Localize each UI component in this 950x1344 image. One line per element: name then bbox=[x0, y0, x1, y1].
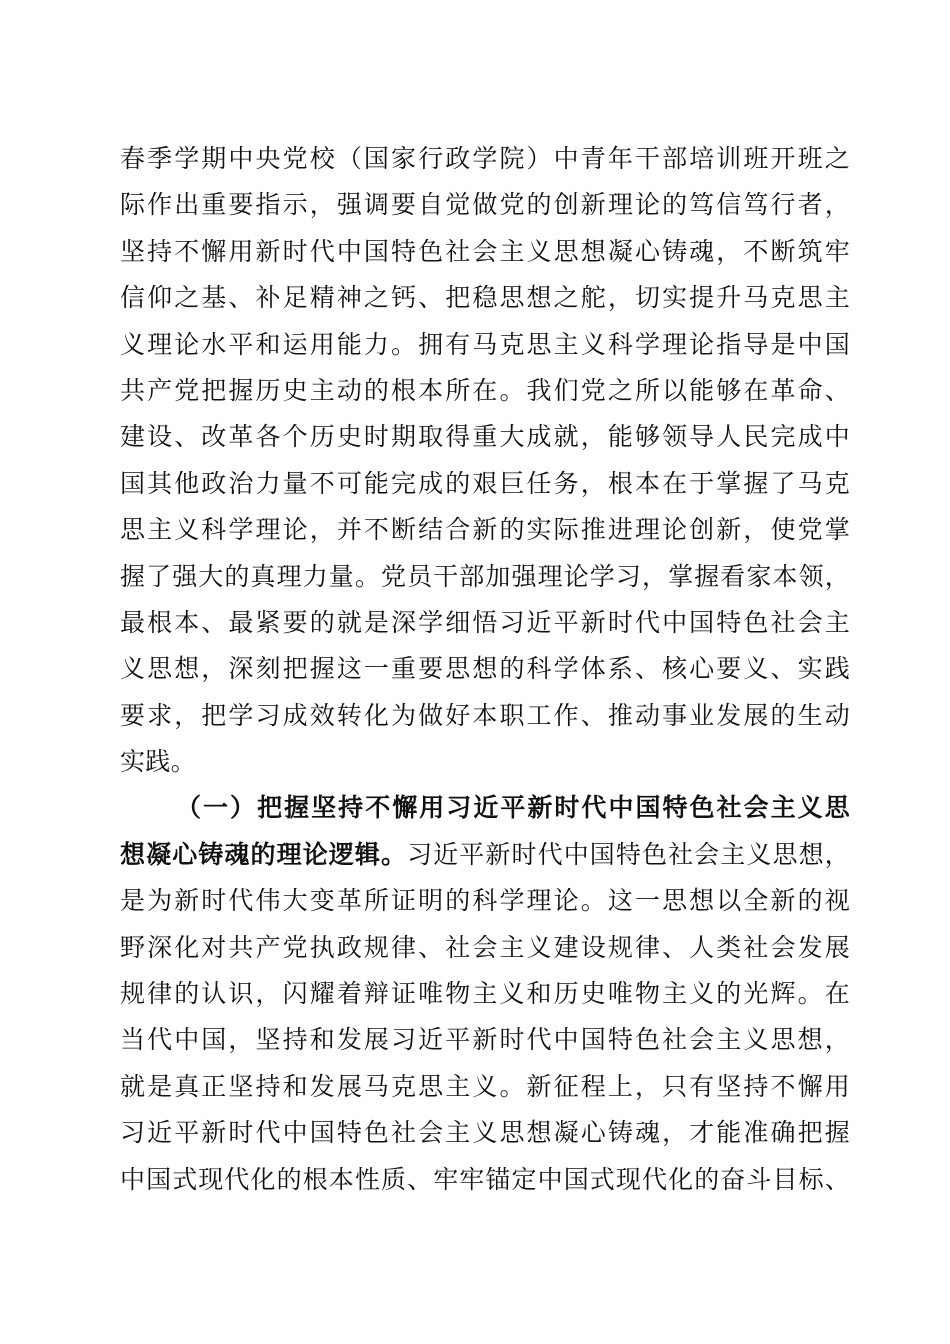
paragraph-line: 思主义科学理论，并不断结合新的实际推进理论创新，使党掌 bbox=[120, 515, 850, 545]
paragraph-line: 最根本、最紧要的就是深学细悟习近平新时代中国特色社会主 bbox=[120, 607, 850, 637]
paragraph-line: 义理论水平和运用能力。拥有马克思主义科学理论指导是中国 bbox=[120, 329, 850, 359]
paragraph-line bbox=[120, 832, 850, 878]
paragraph-line: 义思想，深刻把握这一重要思想的科学体系、核心要义、实践 bbox=[120, 654, 850, 684]
paragraph-line: 共产党把握历史主动的根本所在。我们党之所以能够在革命、 bbox=[120, 375, 850, 405]
paragraph-line: 坚持不懈用新时代中国特色社会主义思想凝心铸魂，不断筑牢 bbox=[120, 236, 850, 266]
paragraph-line: 握了强大的真理力量。党员干部加强理论学习，掌握看家本领， bbox=[120, 561, 850, 591]
paragraph-line: 信仰之基、补足精神之钙、把稳思想之舵，切实提升马克思主 bbox=[120, 283, 850, 313]
paragraph-2 bbox=[120, 785, 850, 1203]
document-body bbox=[120, 136, 850, 1203]
section-heading-tail: 想凝心铸魂的理论逻辑。 bbox=[120, 839, 408, 869]
paragraph-line: 习近平新时代中国特色社会主义思想凝心铸魂，才能准确把握 bbox=[120, 1118, 850, 1148]
paragraph-line: 野深化对共产党执政规律、社会主义建设规律、人类社会发展 bbox=[120, 932, 850, 962]
paragraph-1 bbox=[120, 136, 850, 785]
paragraph-line: 实践。 bbox=[120, 747, 196, 777]
paragraph-line: 要求，把学习成效转化为做好本职工作、推动事业发展的生动 bbox=[120, 700, 850, 730]
paragraph-line: 建设、改革各个历史时期取得重大成就，能够领导人民完成中 bbox=[120, 422, 850, 452]
section-heading-line: （一）把握坚持不懈用习近平新时代中国特色社会主义思 bbox=[176, 793, 850, 823]
paragraph-line: 国其他政治力量不可能完成的艰巨任务，根本在于掌握了马克 bbox=[120, 468, 850, 498]
paragraph-line: 际作出重要指示，强调要自觉做党的创新理论的笃信笃行者， bbox=[120, 190, 850, 220]
paragraph-line: 当代中国，坚持和发展习近平新时代中国特色社会主义思想， bbox=[120, 1025, 850, 1055]
paragraph-line: 春季学期中央党校（国家行政学院）中青年干部培训班开班之 bbox=[120, 144, 850, 173]
paragraph-line: 就是真正坚持和发展马克思主义。新征程上，只有坚持不懈用 bbox=[120, 1071, 850, 1101]
paragraph-line-rest: 习近平新时代中国特色社会主义思想， bbox=[407, 839, 850, 869]
paragraph-line: 规律的认识，闪耀着辩证唯物主义和历史唯物主义的光辉。在 bbox=[120, 979, 850, 1009]
paragraph-line: 中国式现代化的根本性质、牢牢锚定中国式现代化的奋斗目标、 bbox=[120, 1164, 850, 1194]
paragraph-line: 是为新时代伟大变革所证明的科学理论。这一思想以全新的视 bbox=[120, 886, 850, 916]
